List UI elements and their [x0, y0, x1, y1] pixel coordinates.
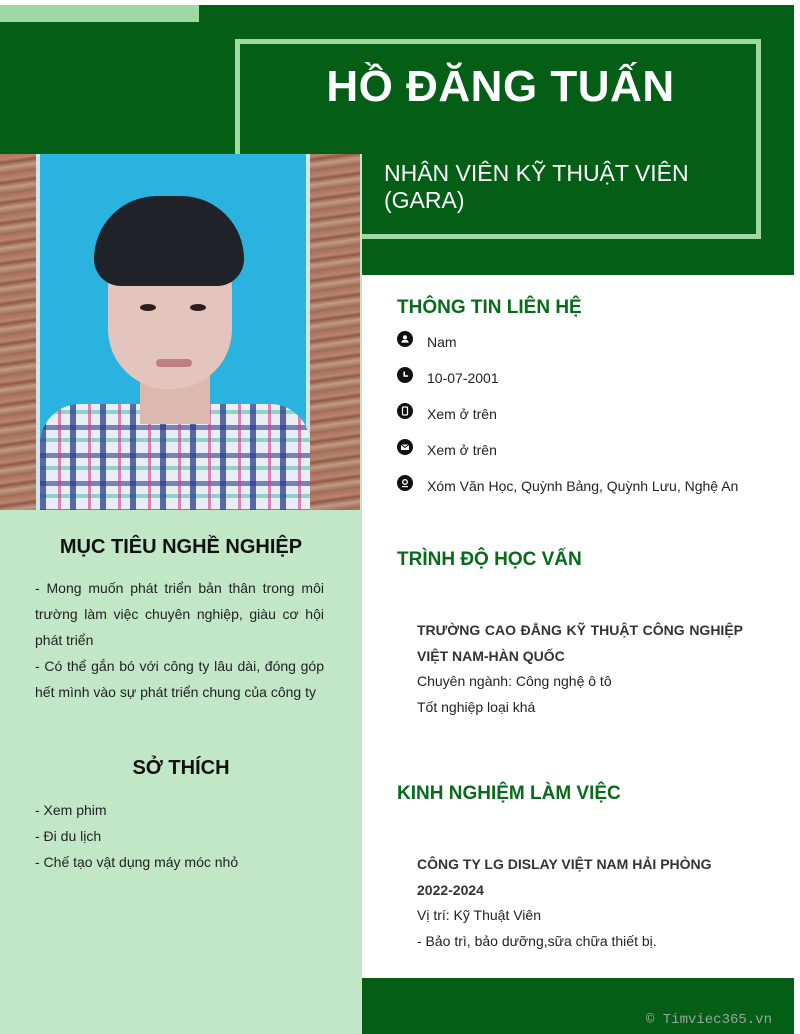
candidate-name: HỒ ĐĂNG TUẤN	[326, 62, 675, 111]
photo-eye-right	[190, 304, 206, 311]
objective-title: MỤC TIÊU NGHỀ NGHIỆP	[59, 536, 303, 558]
objective-line: - Mong muốn phát triển bản thân trong môi trường làm việc chuyên nghiệp, giàu cơ hội phát triển	[35, 580, 324, 648]
work-period: 2022-2024	[417, 881, 484, 898]
experience-entry	[417, 852, 743, 954]
company-name: CÔNG TY LG DISLAY VIỆT NAM HẢI PHÒNG	[417, 856, 712, 872]
job-title: NHÂN VIÊN KỸ THUẬT VIÊN (GARA)	[384, 160, 689, 213]
contact-value: Nam	[427, 334, 457, 350]
contact-value: Xem ở trên	[427, 406, 497, 422]
contact-item-email	[397, 438, 787, 474]
photo-eye-left	[140, 304, 156, 311]
profile-photo	[0, 154, 360, 510]
work-position: Vị trí: Kỹ Thuật Viên	[417, 907, 541, 923]
contact-item-birthday	[397, 366, 787, 402]
work-duty: - Bảo trì, bảo dưỡng,sữa chữa thiết bị.	[417, 932, 657, 949]
objective-line: - Có thể gắn bó với công ty lâu dài, đóng góp hết mình vào sự phát triển chung của công ty	[35, 658, 324, 700]
watermark: © Timviec365.vn	[645, 1012, 772, 1028]
contact-item-phone	[397, 402, 787, 438]
contact-value: Xóm Văn Học, Quỳnh Bảng, Quỳnh Lưu, Nghệ An	[427, 478, 739, 494]
footer-bar	[362, 978, 794, 1034]
phone-icon	[397, 403, 413, 419]
education-major: Chuyên ngành: Công nghệ ô tô	[417, 673, 612, 689]
contact-item-gender	[397, 330, 787, 366]
user-icon	[397, 331, 413, 347]
education-grade: Tốt nghiệp loại khá	[417, 698, 536, 715]
header-top-strip	[199, 5, 794, 22]
contact-value: Xem ở trên	[427, 442, 497, 458]
contact-list	[397, 330, 787, 510]
contact-value: 10-07-2001	[427, 370, 499, 386]
map-marker-icon	[397, 475, 413, 491]
education-entry	[417, 618, 743, 720]
contact-title: THÔNG TIN LIÊN HỆ	[397, 297, 582, 318]
hobbies-list	[35, 797, 335, 875]
objective-text	[35, 575, 324, 705]
hobbies-title: SỞ THÍCH	[132, 757, 230, 779]
top-accent-bar	[0, 5, 199, 22]
photo-mouth	[156, 359, 192, 367]
experience-title: KINH NGHIỆM LÀM VIỆC	[397, 783, 621, 804]
school-name: TRƯỜNG CAO ĐẲNG KỸ THUẬT CÔNG NGHIỆP VIỆT NAM-HÀN QUỐC	[417, 622, 743, 664]
hobby-item: - Đi du lịch	[35, 828, 102, 844]
hobby-item: - Chế tạo vật dụng máy móc nhỏ	[35, 854, 239, 870]
envelope-icon	[397, 439, 413, 455]
education-title: TRÌNH ĐỘ HỌC VẤN	[397, 549, 582, 570]
hobby-item: - Xem phim	[35, 802, 107, 818]
clock-icon	[397, 367, 413, 383]
contact-item-address	[397, 474, 787, 510]
